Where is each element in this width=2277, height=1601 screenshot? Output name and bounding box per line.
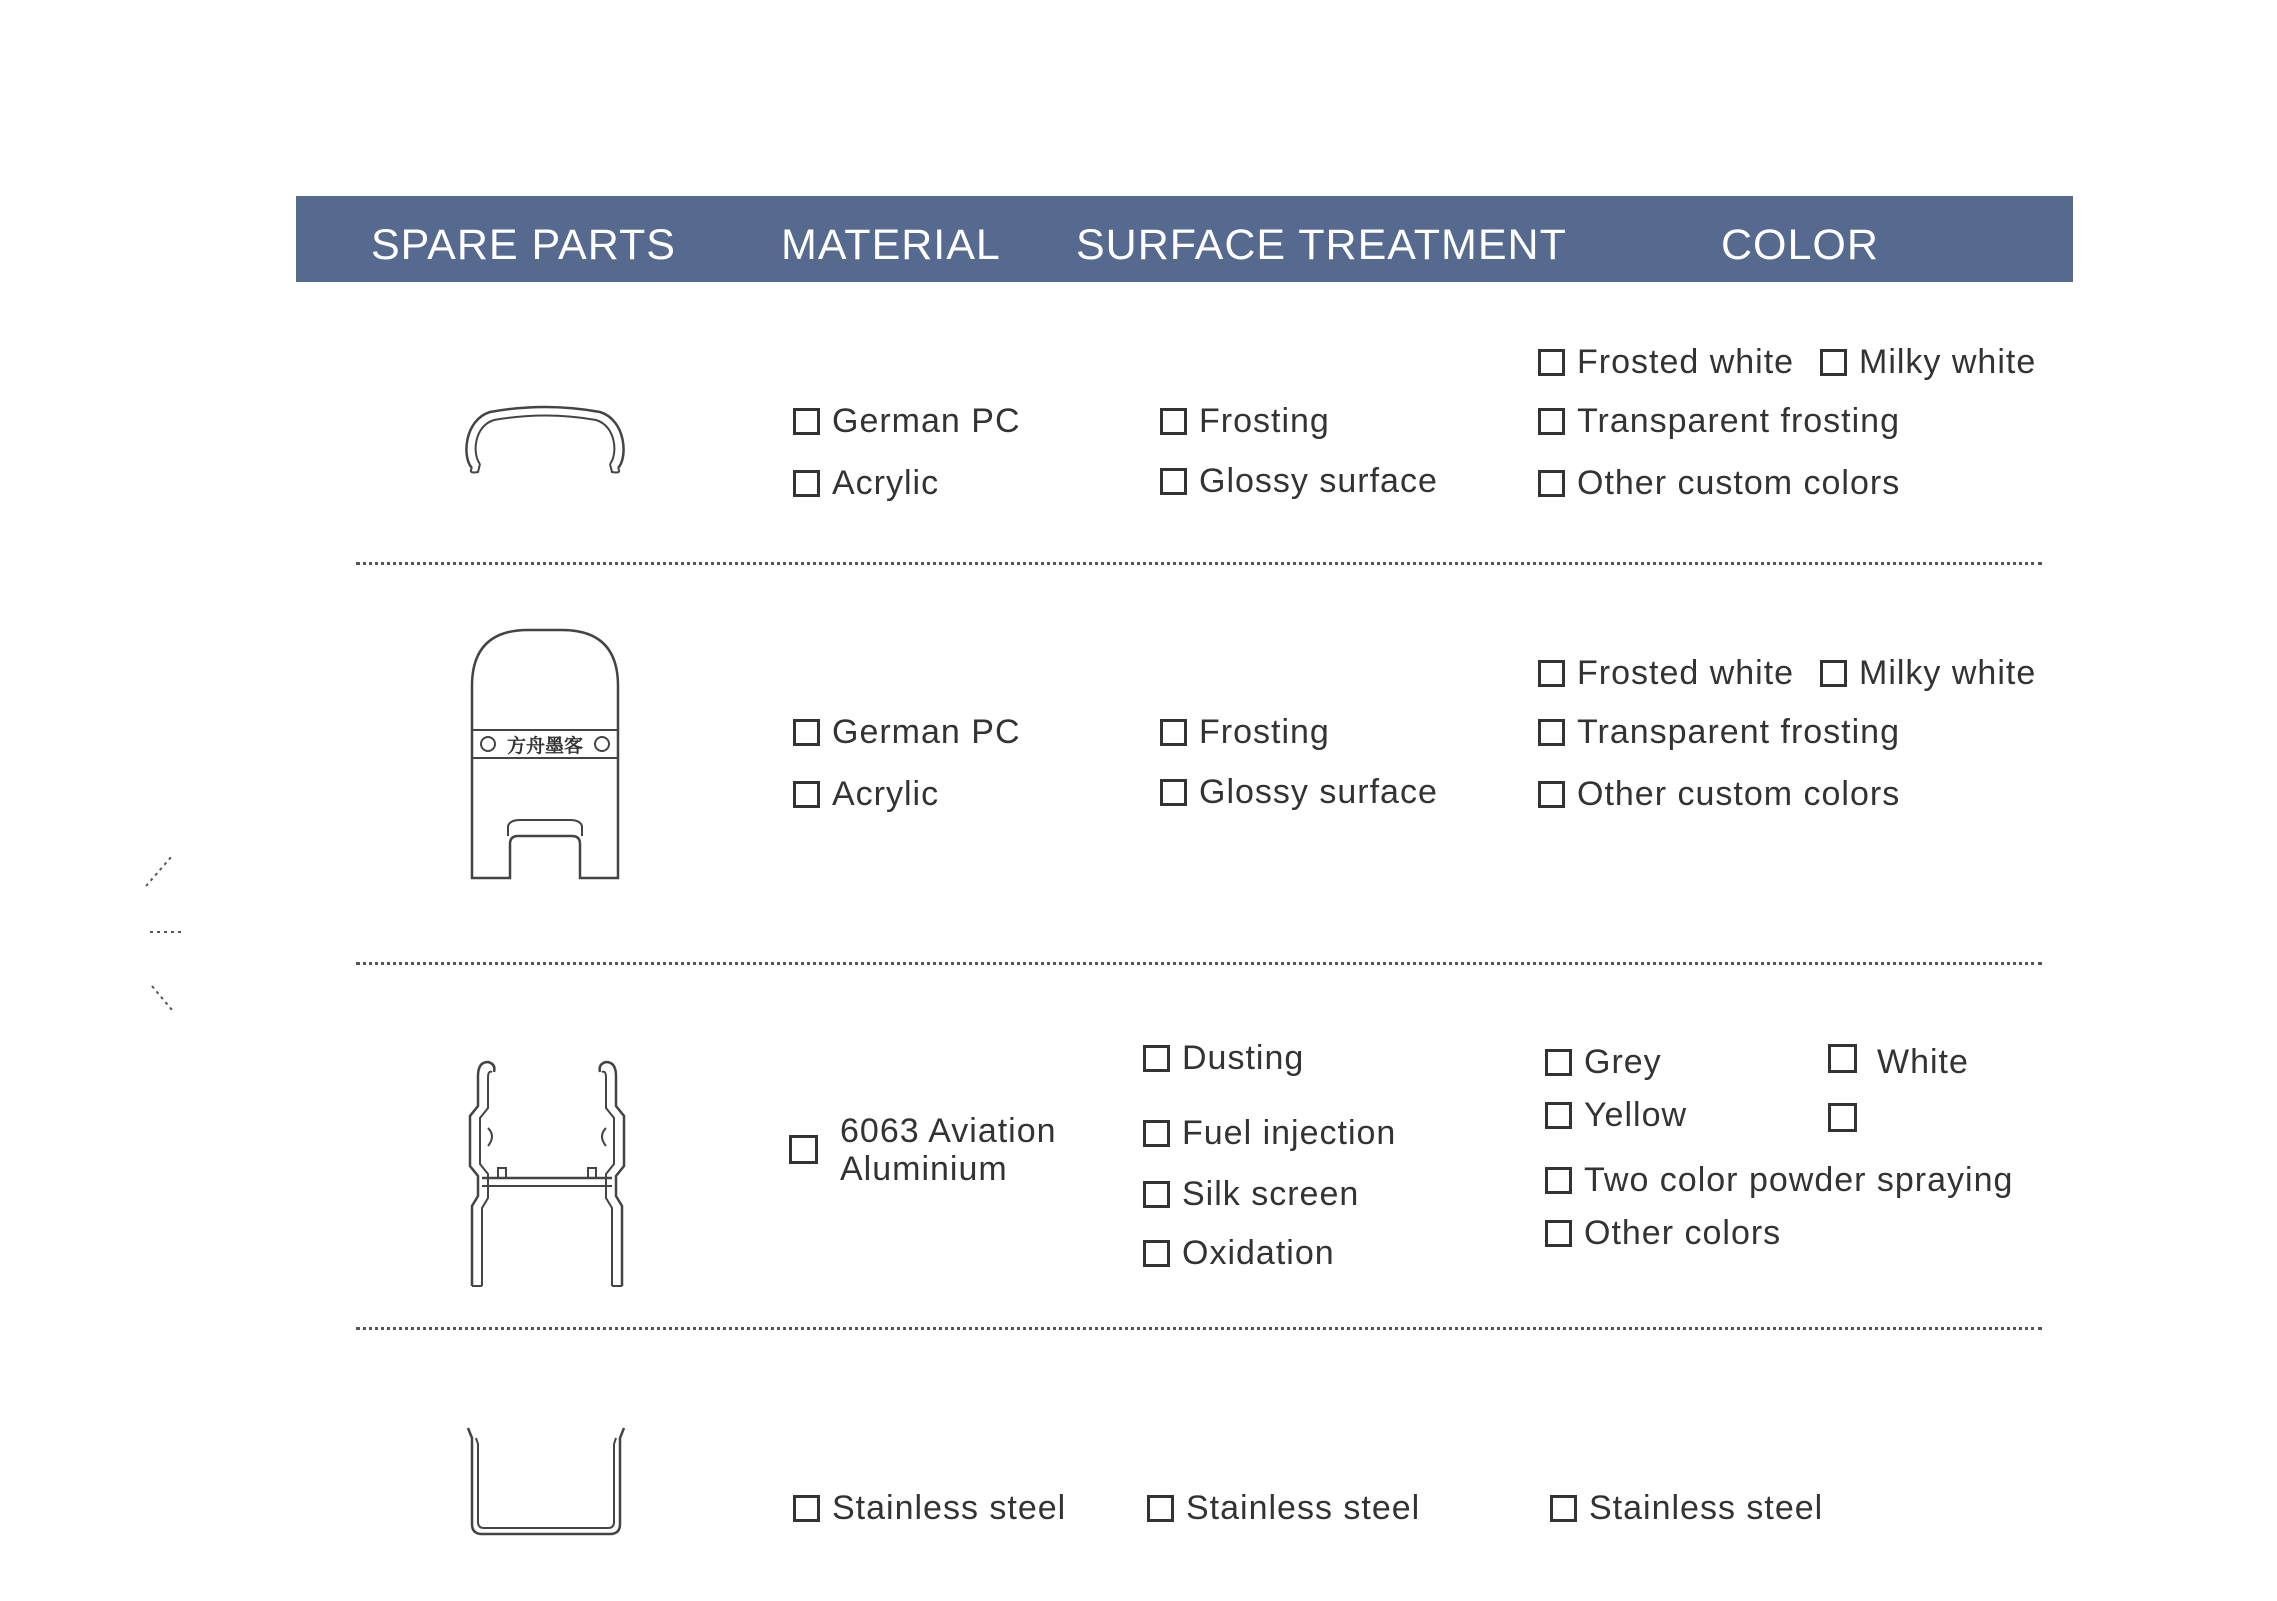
- surface-option-dusting[interactable]: Dusting: [1143, 1039, 1304, 1078]
- checkbox[interactable]: [1820, 660, 1847, 687]
- color-option-other-custom[interactable]: Other custom colors: [1538, 775, 1900, 814]
- checkbox[interactable]: [793, 781, 820, 808]
- header-bar: [296, 196, 2073, 282]
- surface-option-oxidation[interactable]: Oxidation: [1143, 1234, 1335, 1273]
- margin-marks-icon: [140, 850, 190, 1020]
- checkbox[interactable]: [1545, 1049, 1572, 1076]
- checkbox[interactable]: [1538, 719, 1565, 746]
- checkbox[interactable]: [793, 1495, 820, 1522]
- surface-option-glossy[interactable]: Glossy surface: [1160, 462, 1438, 501]
- aluminium-profile-icon: [462, 1056, 632, 1292]
- surface-option-silk-screen[interactable]: Silk screen: [1143, 1175, 1359, 1214]
- checkbox[interactable]: [1143, 1181, 1170, 1208]
- material-option-german-pc[interactable]: German PC: [793, 402, 1021, 441]
- header-surface-treatment: SURFACE TREATMENT: [1076, 221, 1567, 269]
- surface-option-fuel-injection[interactable]: Fuel injection: [1143, 1114, 1396, 1153]
- color-option-transparent-frosting[interactable]: Transparent frosting: [1538, 402, 1900, 441]
- color-option-other-custom[interactable]: Other custom colors: [1538, 464, 1900, 503]
- checkbox[interactable]: [793, 719, 820, 746]
- end-cap-engraving: 方舟墨客: [506, 735, 584, 757]
- color-option-other-colors[interactable]: Other colors: [1545, 1214, 1781, 1253]
- color-option-stainless-steel[interactable]: Stainless steel: [1550, 1489, 1823, 1528]
- checkbox[interactable]: [1538, 349, 1565, 376]
- header-material: MATERIAL: [781, 221, 1001, 269]
- header-spare-parts: SPARE PARTS: [371, 221, 676, 269]
- checkbox[interactable]: [1160, 719, 1187, 746]
- checkbox[interactable]: [1143, 1240, 1170, 1267]
- color-option-frosted-white[interactable]: Frosted white: [1538, 343, 1794, 382]
- checkbox[interactable]: [1538, 408, 1565, 435]
- checkbox[interactable]: [1545, 1220, 1572, 1247]
- checkbox[interactable]: [1538, 781, 1565, 808]
- header-color: COLOR: [1721, 221, 1879, 269]
- row-divider: [356, 962, 2042, 965]
- color-option-frosted-white[interactable]: Frosted white: [1538, 654, 1794, 693]
- color-option-milky-white[interactable]: Milky white: [1820, 343, 2036, 382]
- color-checkbox-blank[interactable]: [1828, 1103, 1857, 1132]
- color-option-white: White: [1877, 1043, 1969, 1081]
- checkbox[interactable]: [1550, 1495, 1577, 1522]
- curved-diffuser-cover-icon: [460, 398, 630, 478]
- checkbox[interactable]: [793, 470, 820, 497]
- checkbox[interactable]: [1160, 408, 1187, 435]
- checkbox[interactable]: [1545, 1167, 1572, 1194]
- checkbox[interactable]: [1143, 1120, 1170, 1147]
- material-option-aviation-aluminium: 6063 Aviation Aluminium: [840, 1112, 1057, 1188]
- row-divider: [356, 562, 2042, 565]
- surface-option-stainless-steel[interactable]: Stainless steel: [1147, 1489, 1420, 1528]
- row-divider: [356, 1327, 2042, 1330]
- color-option-transparent-frosting[interactable]: Transparent frosting: [1538, 713, 1900, 752]
- end-cap-icon: [468, 626, 622, 886]
- checkbox[interactable]: [1160, 468, 1187, 495]
- checkbox[interactable]: [1538, 470, 1565, 497]
- checkbox[interactable]: [1538, 660, 1565, 687]
- material-option-stainless-steel[interactable]: Stainless steel: [793, 1489, 1066, 1528]
- material-option-german-pc[interactable]: German PC: [793, 713, 1021, 752]
- checkbox[interactable]: [793, 408, 820, 435]
- color-option-yellow[interactable]: Yellow: [1545, 1096, 1687, 1135]
- checkbox[interactable]: [1143, 1045, 1170, 1072]
- checkbox[interactable]: [1545, 1102, 1572, 1129]
- checkbox[interactable]: [1820, 349, 1847, 376]
- surface-option-frosting[interactable]: Frosting: [1160, 713, 1330, 752]
- checkbox[interactable]: [1147, 1495, 1174, 1522]
- color-checkbox-white[interactable]: [1828, 1044, 1857, 1073]
- material-option-acrylic[interactable]: Acrylic: [793, 464, 939, 503]
- surface-option-glossy[interactable]: Glossy surface: [1160, 773, 1438, 812]
- color-option-milky-white[interactable]: Milky white: [1820, 654, 2036, 693]
- steel-channel-icon: [462, 1424, 630, 1540]
- color-option-two-color-powder[interactable]: Two color powder spraying: [1545, 1161, 2013, 1200]
- checkbox[interactable]: [1160, 779, 1187, 806]
- surface-option-frosting[interactable]: Frosting: [1160, 402, 1330, 441]
- material-checkbox-aluminium[interactable]: [789, 1135, 818, 1164]
- color-option-grey[interactable]: Grey: [1545, 1043, 1662, 1082]
- material-option-acrylic[interactable]: Acrylic: [793, 775, 939, 814]
